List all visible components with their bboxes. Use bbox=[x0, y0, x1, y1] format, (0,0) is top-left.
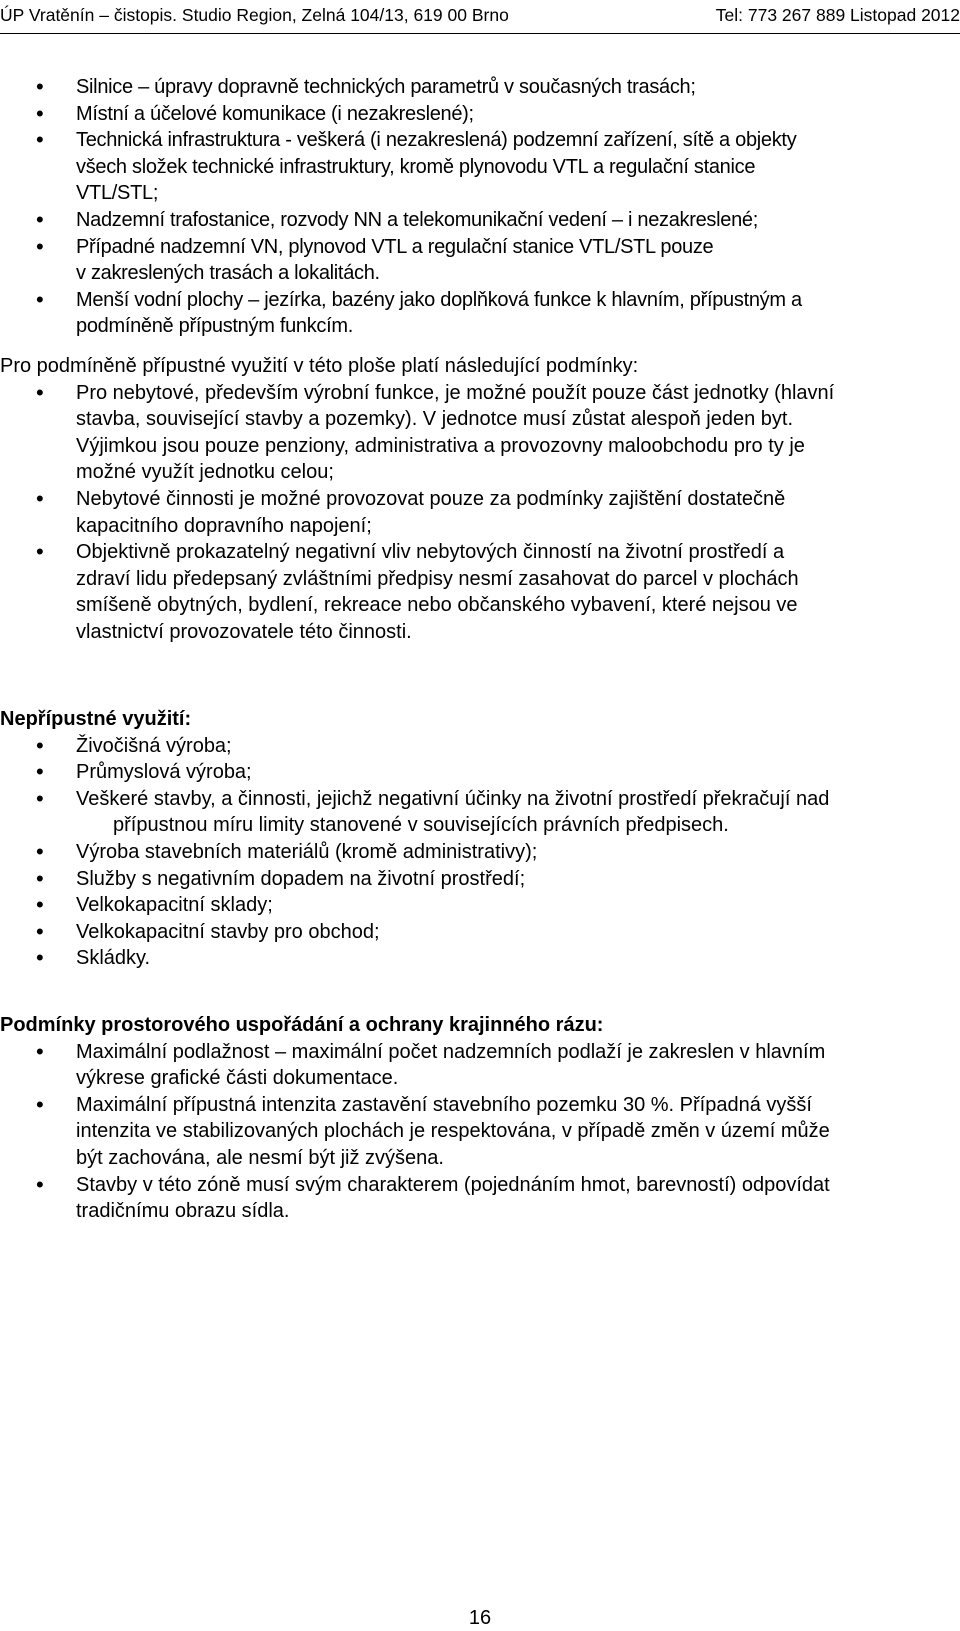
spatial-conditions-list bbox=[0, 1039, 960, 1225]
list-item bbox=[0, 127, 960, 207]
list-item-line: • Případné nadzemní VN, plynovod VTL a regulační stanice VTL/STL pouze bbox=[76, 235, 714, 258]
list-item-line: zdraví lidu předepsaný zvláštními předpisy nesmí zasahovat do parcel v plochách bbox=[76, 567, 799, 590]
list-item bbox=[0, 380, 960, 486]
list-item-line: • Maximální přípustná intenzita zastavění stavebního pozemku 30 %. Případná vyšší bbox=[76, 1093, 812, 1116]
list-item-line: Výjimkou jsou pouze penziony, administrativa a provozovny maloobchodu pro ty je bbox=[76, 434, 805, 457]
list-item bbox=[0, 74, 960, 101]
list-item bbox=[0, 101, 960, 128]
list-item-line: všech složek technické infrastruktury, kromě plynovodu VTL a regulační stanice bbox=[76, 155, 756, 178]
list-item-line: • Výroba stavebních materiálů (kromě administrativy); bbox=[76, 840, 538, 863]
list-item-line: • Silnice – úpravy dopravně technických parametrů v současných trasách; bbox=[76, 76, 696, 98]
list-item bbox=[0, 539, 960, 645]
header-address: ÚP Vratěnín – čistopis. Studio Region, Zelná 104/13, 619 00 Brno bbox=[0, 5, 509, 25]
list-item bbox=[0, 1039, 960, 1092]
conditions-section bbox=[0, 353, 960, 646]
list-item-line: • Nebytové činnosti je možné provozovat pouze za podmínky zajištění dostatečně bbox=[76, 487, 786, 510]
header-contact-date: Tel: 773 267 889 Listopad 2012 bbox=[715, 5, 960, 25]
list-item-line: kapacitního dopravního napojení; bbox=[76, 514, 372, 537]
prohibited-use-heading: Nepřípustné využití: bbox=[0, 708, 192, 730]
list-item-line: intenzita ve stabilizovaných plochách je respektována, v případě změn v území může bbox=[76, 1120, 830, 1143]
list-item-line: • Stavby v této zóně musí svým charakterem (pojednáním hmot, barevností) odpovídat bbox=[76, 1173, 830, 1196]
page-header bbox=[0, 0, 960, 34]
list-item-line: být zachována, ale nesmí být již zvýšena. bbox=[76, 1146, 444, 1169]
list-item bbox=[0, 486, 960, 539]
list-item-line: výkrese grafické části dokumentace. bbox=[76, 1067, 399, 1090]
list-item-line: • Velkokapacitní sklady; bbox=[76, 894, 273, 917]
list-item-line: vlastnictví provozovatele této činnosti. bbox=[76, 620, 412, 643]
list-item-line: • Technická infrastruktura - veškerá (i nezakreslená) podzemní zařízení, sítě a objekty bbox=[76, 129, 797, 152]
list-item-line: • Místní a účelové komunikace (i nezakreslené); bbox=[76, 102, 474, 125]
list-item-line: • Objektivně prokazatelný negativní vliv nebytových činností na životní prostředí a bbox=[76, 541, 785, 564]
list-item bbox=[0, 733, 960, 760]
conditions-intro: Pro podmíněně přípustné využití v této ploše platí následující podmínky: bbox=[0, 355, 639, 377]
list-item-line: podmíněně přípustným funkcím. bbox=[76, 315, 353, 338]
list-item bbox=[0, 234, 960, 287]
list-item-line: • Skládky. bbox=[76, 947, 151, 970]
list-item-line: • Průmyslová výroba; bbox=[76, 761, 252, 784]
page-number: 16 bbox=[468, 1607, 492, 1629]
list-item bbox=[0, 759, 960, 786]
spatial-conditions-section bbox=[0, 1012, 960, 1225]
list-item-line: • Velkokapacitní stavby pro obchod; bbox=[76, 920, 380, 943]
list-item-line: • Pro nebytové, především výrobní funkce, je možné použít pouze část jednotky (hlavní bbox=[76, 381, 835, 404]
list-item bbox=[0, 786, 960, 839]
list-item bbox=[0, 287, 960, 340]
list-item-line: přípustnou míru limity stanovené v souvisejících právních předpisech. bbox=[113, 814, 729, 837]
list-item-line: • Maximální podlažnost – maximální počet nadzemních podlaží je zakreslen v hlavním bbox=[76, 1040, 826, 1063]
infrastructure-list bbox=[0, 74, 960, 340]
conditions-list bbox=[0, 380, 960, 646]
list-item bbox=[0, 1172, 960, 1225]
list-item bbox=[0, 866, 960, 893]
list-item bbox=[0, 207, 960, 234]
list-item bbox=[0, 839, 960, 866]
list-item bbox=[0, 919, 960, 946]
list-item-line: stavba, související stavby a pozemky). V jednotce musí zůstat alespoň jeden byt. bbox=[76, 408, 794, 431]
list-item-line: • Živočišná výroba; bbox=[76, 734, 232, 757]
list-item-line: VTL/STL; bbox=[76, 182, 159, 205]
list-item-line: • Nadzemní trafostanice, rozvody NN a telekomunikační vedení – i nezakreslené; bbox=[76, 208, 759, 231]
list-item-line: možné využít jednotku celou; bbox=[76, 461, 334, 484]
list-item bbox=[0, 892, 960, 919]
list-item bbox=[0, 1092, 960, 1172]
list-item-line: • Veškeré stavby, a činnosti, jejichž negativní účinky na životní prostředí překračují nad bbox=[76, 787, 830, 810]
list-item-line: • Menší vodní plochy – jezírka, bazény jako doplňková funkce k hlavním, přípustným a bbox=[76, 288, 802, 311]
list-item bbox=[0, 945, 960, 972]
list-item-line: smíšeně obytných, bydlení, rekreace nebo občanského vybavení, které nejsou ve bbox=[76, 594, 798, 617]
list-item-line: • Služby s negativním dopadem na životní prostředí; bbox=[76, 867, 526, 890]
prohibited-use-section bbox=[0, 706, 960, 972]
infrastructure-list-section bbox=[0, 74, 960, 340]
spatial-conditions-heading: Podmínky prostorového uspořádání a ochrany krajinného rázu: bbox=[0, 1014, 604, 1036]
list-item-line: tradičnímu obrazu sídla. bbox=[76, 1200, 290, 1223]
list-item-line: v zakreslených trasách a lokalitách. bbox=[76, 262, 380, 285]
prohibited-use-list bbox=[0, 733, 960, 972]
